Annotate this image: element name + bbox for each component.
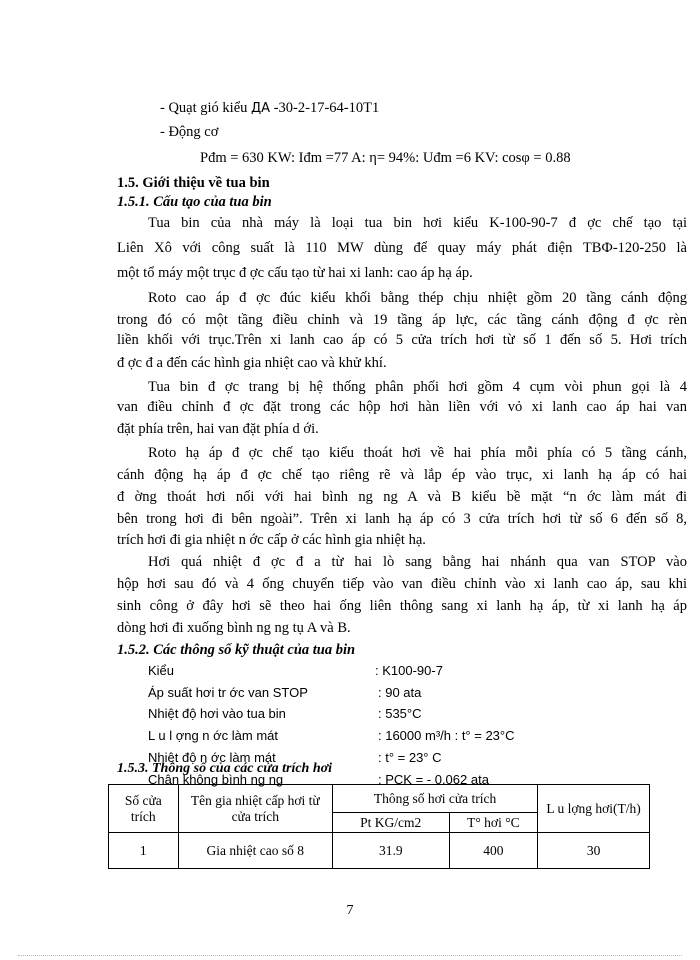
spec-value: : PCK = - 0.062 ata <box>378 772 489 787</box>
table-header-row <box>109 785 650 813</box>
header-flow: L u lợng hơi(T/h) <box>538 785 650 833</box>
subsection-3-title: 1.5.3. Thông số của các cửa trích hơi <box>117 761 333 776</box>
header-name: Tên gia nhiệt cấp hơi từ cửa trích <box>178 785 332 833</box>
header-group: Thông số hơi cửa trích <box>332 785 537 813</box>
spec-label: L u l ợng n ớc làm mát <box>148 728 279 743</box>
p4-line4: bên trong hơi đi bên ngoài”. Trên xi lanh hạ áp có 3 cửa trích hơi từ số 6 đến số 8, <box>117 511 687 527</box>
fan-symbol: ДА <box>251 101 271 116</box>
spec-value: : t° = 23° C <box>378 750 442 765</box>
p2-line1: Roto cao áp đ ợc đúc kiểu khối bằng thép chịu nhiệt gồm 20 tầng cánh động <box>148 290 687 306</box>
fan-line <box>160 98 379 119</box>
cell-temperature: 400 <box>449 833 538 869</box>
p3-line2: van điều chỉnh đ ợc đặt trong các hộp hơi hàn liền với vỏ xi lanh cao áp hai van <box>117 399 687 415</box>
p2-line4: đ ợc đ a đến các hình gia nhiệt cao và khử khí. <box>117 355 387 371</box>
cell-flow: 30 <box>538 833 650 869</box>
motor-specs: Pđm = 630 KW: Iđm =77 A: η= 94%: Uđm =6 KV: cosφ = 0.88 <box>200 150 571 166</box>
spec-value: : 16000 m³/h : t° = 23°C <box>378 728 515 743</box>
p4-line3: đ ờng thoát hơi nối với hai bình ng ng A và B kiểu bề mặt “n ớc làm mát đi <box>117 489 687 505</box>
p5-line3: sinh công ở đây hơi sẽ theo hai ống liên thông sang xi lanh hạ áp, từ xi lanh hạ áp <box>117 598 687 614</box>
page-number: 7 <box>346 903 354 918</box>
p2-line3: liền khối với trục.Trên xi lanh cao áp có 5 cửa trích hơi từ số 1 đến số 5. Hơi trích <box>117 332 687 348</box>
subsection-1-title: 1.5.1. Cấu tạo của tua bin <box>117 194 272 210</box>
p2-line2: trong đó có một tầng điều chỉnh và 19 tầng áp lực, các tầng cánh động đ ợc rèn <box>117 312 687 328</box>
bottom-divider <box>18 955 682 956</box>
header-pressure: Pt KG/cm2 <box>332 813 449 833</box>
table-row <box>109 833 650 869</box>
spec-value: : K100-90-7 <box>375 663 443 678</box>
spec-label: Áp suất hơi tr ớc van STOP <box>148 685 308 700</box>
spec-label: Kiểu <box>148 663 175 678</box>
cell-name: Gia nhiệt cao số 8 <box>178 833 332 869</box>
p3-line1: Tua bin đ ợc trang bị hệ thống phân phối hơi gồm 4 cụm vòi phun gọi là 4 <box>148 379 687 395</box>
p1-line1: Tua bin của nhà máy là loại tua bin hơi kiểu K-100-90-7 đ ợc chế tạo tại <box>148 215 687 231</box>
cell-pressure: 31.9 <box>332 833 449 869</box>
spec-value: : 90 ata <box>378 685 422 700</box>
spec-label: Nhiệt độ hơi vào tua bin <box>148 706 286 721</box>
p5-line1: Hơi quá nhiệt đ ợc đ a từ hai lò sang bằng hai nhánh qua van STOP vào <box>148 554 687 570</box>
p5-line2: hộp hơi sau đó và 4 ống chuyển tiếp vào van điều chỉnh vào xi lanh cao áp, sau khi <box>117 576 687 592</box>
spec-label: Chân không bình ng ng <box>148 772 284 787</box>
p4-line5: trích hơi đi gia nhiệt n ớc cấp ở các hình gia nhiệt hạ. <box>117 532 426 548</box>
extraction-table <box>108 784 650 869</box>
p3-line3: đặt phía trên, hai van đặt phía d ới. <box>117 421 319 437</box>
p1-line2: Liên Xô với công suất là 110 MW dùng để quay máy phát điện ТВФ-120-250 là <box>117 240 687 256</box>
cell-no: 1 <box>109 833 179 869</box>
section-title: 1.5. Giới thiệu về tua bin <box>117 175 270 191</box>
p4-line2: cánh động hạ áp đ ợc chế tạo riêng rẽ và lắp ép vào trục, xi lanh hạ áp có hai <box>117 467 687 483</box>
p4-line1: Roto hạ áp đ ợc chế tạo kiểu thoát hơi về hai phía mỗi phía có 5 tầng cánh, <box>148 445 687 461</box>
spec-label: Nhiệt độ n ớc làm mát <box>148 750 276 765</box>
header-temperature: T° hơi °C <box>449 813 538 833</box>
subsection-2-title: 1.5.2. Các thông số kỹ thuật của tua bin <box>117 642 356 658</box>
fan-prefix: - Quạt gió kiểu <box>160 100 252 116</box>
header-no: Số cửa trích <box>109 785 179 833</box>
p5-line4: dòng hơi đi xuống bình ng ng tụ A và B. <box>117 620 351 636</box>
fan-suffix: -30-2-17-64-10T1 <box>270 100 380 116</box>
motor-line: - Động cơ <box>160 124 219 140</box>
spec-value: : 535°C <box>378 706 422 721</box>
p1-line3: một tổ máy một trục đ ợc cấu tạo từ hai xi lanh: cao áp hạ áp. <box>117 265 473 281</box>
